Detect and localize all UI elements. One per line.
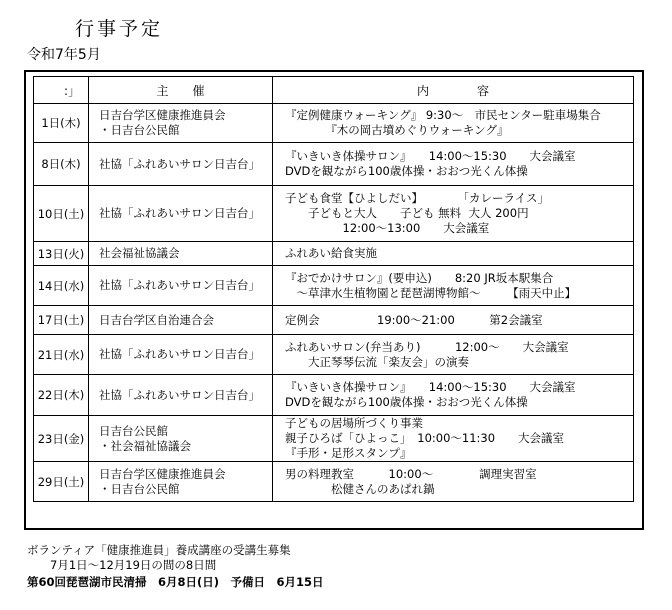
row-organizer xyxy=(89,335,273,375)
content-line: DVDを観ながら100歳体操・おおつ光くん体操 xyxy=(285,395,528,409)
row-organizer xyxy=(89,242,273,266)
row-organizer xyxy=(89,416,273,462)
content-line: 子どもと大人 子ども 無料 大人 200円 xyxy=(285,206,529,220)
organizer-line: 社協「ふれあいサロン日吉台」 xyxy=(99,156,260,171)
row-organizer xyxy=(89,266,273,306)
row-content xyxy=(273,266,634,306)
table-row xyxy=(34,462,634,502)
row-content xyxy=(273,186,634,242)
row-date: 8日(木) xyxy=(34,143,89,186)
content-line: 『手形・足形スタンプ』 xyxy=(285,446,412,460)
content-line: 『木の岡古墳めぐりウォーキング』 xyxy=(285,123,509,137)
organizer-line: 社協「ふれあいサロン日吉台」 xyxy=(99,347,260,361)
row-organizer xyxy=(89,186,273,242)
row-date: 21日(水) xyxy=(34,335,89,375)
row-organizer xyxy=(89,306,273,335)
page-title: 行事予定 xyxy=(75,18,164,40)
content-line: 『定例健康ウォーキング』 9:30～ 市民センター駐車場集合 xyxy=(285,108,601,122)
row-content xyxy=(273,242,634,266)
row-organizer xyxy=(89,375,273,416)
content-line: 松健さんのあぱれ鍋 xyxy=(285,481,435,496)
row-date: 13日(火) xyxy=(34,242,89,266)
row-date: 23日(金) xyxy=(34,416,89,462)
organizer-line: 日吉台学区自治連合会 xyxy=(99,312,214,327)
organizer-line: ・日吉台公民館 xyxy=(99,481,180,496)
content-line: 親子ひろば「ひよっこ」 10:00～11:30 大会議室 xyxy=(285,431,565,445)
schedule-table xyxy=(33,76,634,502)
organizer-line: 社会福祉協議会 xyxy=(99,246,180,260)
organizer-line: 日吉台学区健康推進員会 xyxy=(99,466,226,481)
row-content xyxy=(273,462,634,502)
organizer-line: 社協「ふれあいサロン日吉台」 xyxy=(99,387,260,402)
table-row xyxy=(34,186,634,242)
row-date: 14日(水) xyxy=(34,266,89,306)
row-content xyxy=(273,375,634,416)
row-date: 22日(木) xyxy=(34,375,89,416)
content-line: 大正琴琴伝流「楽友会」の演奏 xyxy=(285,354,469,369)
row-organizer xyxy=(89,104,273,143)
content-line: 男の料理教室 10:00～ 調理実習室 xyxy=(285,466,537,481)
month-label: 令和7年5月 xyxy=(27,47,101,63)
row-content xyxy=(273,143,634,186)
row-content xyxy=(273,306,634,335)
row-date: 1日(木) xyxy=(34,104,89,143)
row-content xyxy=(273,335,634,375)
content-line: ふれあいサロン(弁当あり) 12:00～ 大会議室 xyxy=(285,339,569,354)
content-line: ～草津水生植物園と琵琶湖博物館～ 【雨天中止】 xyxy=(285,285,577,300)
table-row xyxy=(34,143,634,186)
table-header-row xyxy=(34,77,634,104)
table-row xyxy=(34,416,634,462)
table-row xyxy=(34,266,634,306)
row-organizer xyxy=(89,462,273,502)
table-row xyxy=(34,104,634,143)
content-line: 『いきいき体操サロン』 14:00～15:30 大会議室 xyxy=(285,149,576,163)
row-date: 17日(土) xyxy=(34,306,89,335)
content-line: 『おでかけサロン』(要申込) 8:20 JR坂本駅集合 xyxy=(285,270,554,285)
row-organizer xyxy=(89,143,273,186)
row-date: 29日(土) xyxy=(34,462,89,502)
table-row xyxy=(34,375,634,416)
organizer-line: 日吉台公民館 xyxy=(99,423,168,438)
content-line: 子どもの居場所づくり事業 xyxy=(285,416,423,430)
footer-cleanup-notice: 第60回琵琶湖市民清掃 6月8日(日) 予備日 6月15日 xyxy=(27,575,324,589)
header-content: 内 容 xyxy=(273,77,634,104)
organizer-line: ・社会福祉協議会 xyxy=(99,438,191,453)
organizer-line: ・日吉台公民館 xyxy=(99,123,180,137)
row-date: 10日(土) xyxy=(34,186,89,242)
header-date: :」 xyxy=(34,77,89,104)
content-line: DVDを観ながら100歳体操・おおつ光くん体操 xyxy=(285,164,528,178)
table-row xyxy=(34,335,634,375)
row-content xyxy=(273,104,634,143)
header-organizer: 主 催 xyxy=(89,77,273,104)
row-content xyxy=(273,416,634,462)
organizer-line: 社協「ふれあいサロン日吉台」 xyxy=(99,278,260,292)
content-line: 『いきいき体操サロン』 14:00～15:30 大会議室 xyxy=(285,380,576,394)
organizer-line: 日吉台学区健康推進員会 xyxy=(99,108,226,122)
content-line: ふれあい給食実施 xyxy=(285,246,377,260)
table-row xyxy=(34,242,634,266)
table-row xyxy=(34,306,634,335)
footer-volunteer-dates: 7月1日～12月19日の間の8日間 xyxy=(27,558,217,572)
content-line: 12:00～13:00 大会議室 xyxy=(285,221,490,235)
content-line: 子ども食堂【ひよしだい】 「カレーライス」 xyxy=(285,191,550,205)
content-line: 定例会 19:00～21:00 第2会議室 xyxy=(285,312,543,327)
footer-volunteer-notice: ボランティア「健康推進員」養成講座の受講生募集 xyxy=(27,543,291,557)
organizer-line: 社協「ふれあいサロン日吉台」 xyxy=(99,206,260,220)
